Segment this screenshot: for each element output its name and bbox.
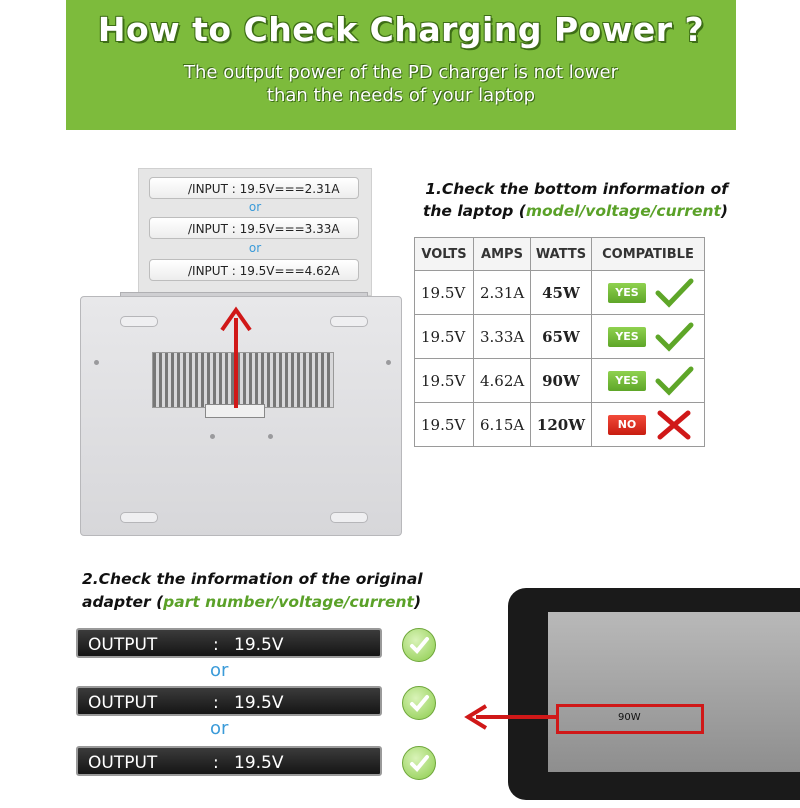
amps-cell: 2.31A [474,271,531,315]
table-row [415,271,705,315]
title-highlight: model/voltage/current [525,202,721,220]
laptop-foot [330,316,368,327]
output-value: 19.5V ===4.62A [234,753,327,803]
title-text: ) [720,202,728,220]
yes-badge: YES [608,327,646,347]
watts-cell: 120W [531,403,592,447]
laptop-foot [120,316,158,327]
section-2-title [82,568,462,614]
watts-cell: 90W [531,359,592,403]
table-row [415,315,705,359]
no-badge: NO [608,415,646,435]
yes-badge: YES [608,283,646,303]
checkmark-icon [654,277,694,309]
arrow-up-icon [218,300,254,412]
watts-cell: 45W [531,271,592,315]
amps-cell: 6.15A [474,403,531,447]
laptop-screw [386,360,391,365]
volts-cell: 19.5V [415,359,474,403]
output-colon: : [213,693,219,713]
output-bar [76,746,382,803]
column-header: COMPATIBLE [592,238,705,271]
header-banner [66,0,736,130]
page-title: How to Check Charging Power ? [97,10,705,49]
column-header: AMPS [474,238,531,271]
input-label-strip: /INPUT : 19.5V===2.31A [149,177,359,199]
compatible-cell [592,403,705,447]
output-colon: : [213,635,219,655]
compatible-cell [592,359,705,403]
subtitle-line-2: than the needs of your laptop [266,85,536,106]
column-header: VOLTS [415,238,474,271]
checkmark-icon [654,365,694,397]
checkmark-icon [654,321,694,353]
checkmark-icon [403,629,435,661]
or-text: or [248,241,262,255]
output-value: 19.5V ===3.33A [234,693,327,743]
amps-cell: 3.33A [474,315,531,359]
laptop-label-panel [138,168,372,296]
page-subtitle [66,61,736,107]
or-text: or [210,660,229,681]
input-label-strip: /INPUT : 19.5V===4.62A [149,259,359,281]
laptop-screw [268,434,273,439]
compatible-cell [592,271,705,315]
adapter-watt-text: 90W [618,712,641,723]
watts-cell: 65W [531,315,592,359]
output-colon: : [213,753,219,773]
adapter-label [548,612,800,772]
checkmark-icon [403,687,435,719]
check-circle-icon [402,746,436,780]
compatible-cell [592,315,705,359]
column-header: WATTS [531,238,592,271]
table-header-row [415,238,705,271]
title-text: the laptop ( [422,202,526,220]
title-highlight: part number/voltage/current [163,593,414,611]
table-row [415,403,705,447]
section-1-title [388,178,728,222]
check-circle-icon [402,628,436,662]
table-row [415,359,705,403]
volts-cell: 19.5V [415,315,474,359]
section-1-title-line [388,200,728,222]
laptop-screw [210,434,215,439]
section-2-title-line [82,591,462,614]
volts-cell: 19.5V [415,403,474,447]
section-1-title-line: 1.Check the bottom information of [425,180,728,198]
laptop-foot [330,512,368,523]
title-text: ) [413,593,422,611]
laptop-screw [94,360,99,365]
laptop-foot [120,512,158,523]
checkmark-icon [403,747,435,779]
x-mark-icon [654,409,694,441]
check-circle-icon [402,686,436,720]
output-key: OUTPUT [88,693,158,713]
output-key: OUTPUT [88,635,158,655]
title-text: adapter ( [82,593,164,611]
output-value: 19.5V ===2.31A [234,635,327,685]
section-2-title-line: 2.Check the information of the original [82,570,423,588]
amps-cell: 4.62A [474,359,531,403]
compatibility-table [414,237,705,447]
or-text: or [210,718,229,739]
arrow-left-icon [462,704,560,730]
yes-badge: YES [608,371,646,391]
input-label-strip: /INPUT : 19.5V===3.33A [149,217,359,239]
subtitle-line-1: The output power of the PD charger is not lower [184,62,618,83]
volts-cell: 19.5V [415,271,474,315]
output-key: OUTPUT [88,753,158,773]
or-text: or [248,200,262,214]
